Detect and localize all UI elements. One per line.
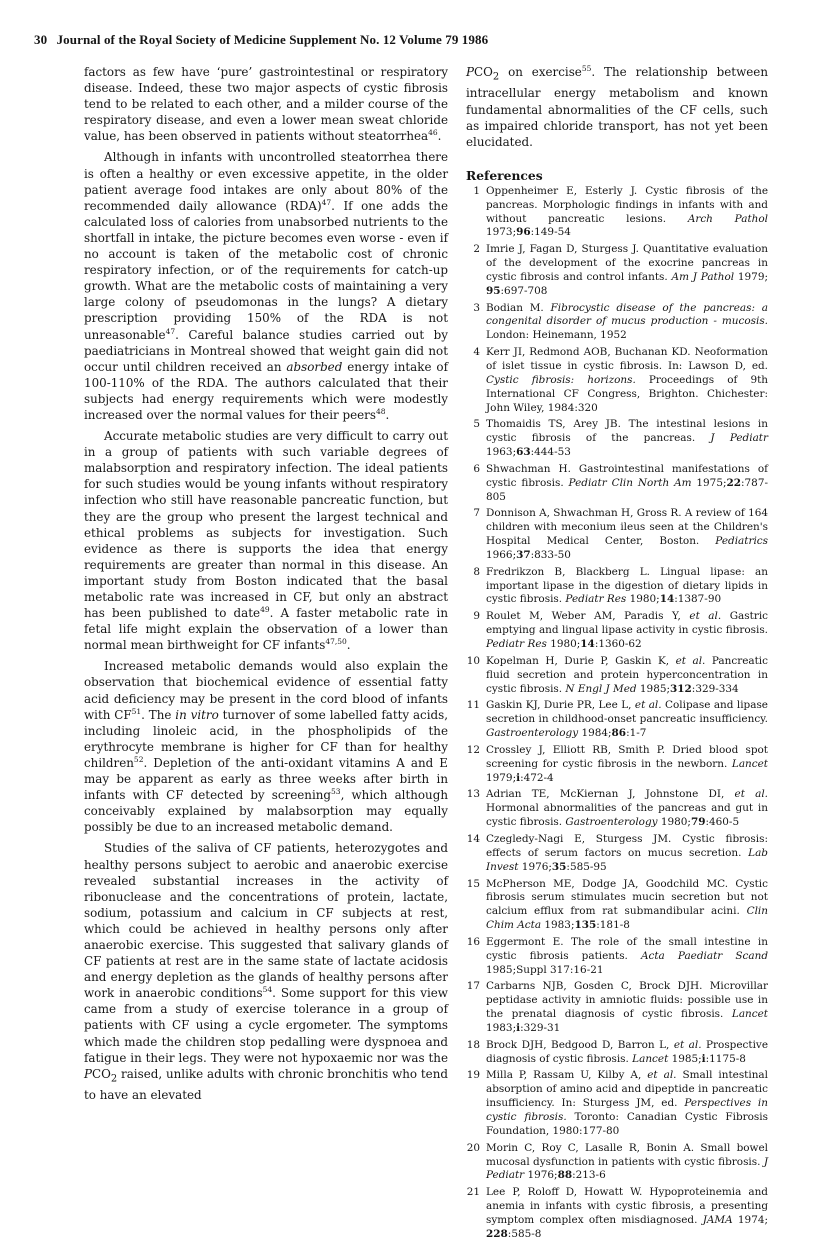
reference-text: McPherson ME, Dodge JA, Goodchild MC. Cystic fibrosis serum stimulates mucin secretion but not calcium efflux from rat submandibular acini. Clin Chim Acta 1983;135:181-8 <box>486 877 768 932</box>
reference-number: 19 <box>466 1069 480 1082</box>
reference-number: 15 <box>466 877 480 890</box>
reference-text: Bodian M. Fibrocystic disease of the pancreas: a congenital disorder of mucus production - mucosis. London: Heinemann, 1952 <box>486 301 768 342</box>
reference-text: Kerr JI, Redmond AOB, Buchanan KD. Neoformation of islet tissue in cystic fibrosis. In: Lawson D, ed. Cystic fibrosis: horizons. Proceedings of 9th International CF Congress, Brighton. Chichester: John Wiley, 1984:320 <box>486 346 769 414</box>
reference-number: 20 <box>466 1141 480 1154</box>
reference-text: Thomaidis TS, Arey JB. The intestinal lesions in cystic fibrosis of the pancreas. J Pediatr 1963;63:444-53 <box>486 418 768 459</box>
reference-text: Crossley J, Elliott RB, Smith P. Dried blood spot screening for cystic fibrosis in the newborn. Lancet 1979;i:472-4 <box>486 743 768 784</box>
reference-text: Imrie J, Fagan D, Sturgess J. Quantitative evaluation of the development of the exocrine pancreas in cystic fibrosis and control infants. Am J Pathol 1979; 95:697-708 <box>486 243 768 297</box>
reference-item <box>466 980 768 1035</box>
reference-text: Oppenheimer E, Esterly J. Cystic fibrosis of the pancreas. Morphologic findings in infants with and without pancreatic lesions. Arch Pathol 1973;96:149-54 <box>486 184 768 239</box>
reference-item <box>466 833 768 875</box>
reference-item <box>466 507 768 562</box>
reference-number: 14 <box>466 832 480 845</box>
reference-item <box>466 1069 768 1138</box>
reference-item <box>466 302 768 344</box>
reference-text: Milla P, Rassam U, Kilby A, et al. Small intestinal absorption of amino acid and dipeptide in pancreatic insufficiency. In: Sturgess JM, ed. Perspectives in cystic fibrosis. Toronto: Canadian Cystic Fibrosis Foundation, 1980:177-80 <box>486 1069 768 1137</box>
reference-number: 8 <box>473 565 480 578</box>
reference-text: Shwachman H. Gastrointestinal manifestations of cystic fibrosis. Pediatr Clin North Am 1975;22:787-805 <box>486 462 768 503</box>
reference-item <box>466 463 768 505</box>
reference-item <box>466 418 768 460</box>
reference-item <box>466 788 768 830</box>
reference-number: 18 <box>466 1038 480 1051</box>
reference-item <box>466 936 768 978</box>
reference-item <box>466 1142 768 1184</box>
reference-text: Donnison A, Shwachman H, Gross R. A review of 164 children with meconium ileus seen at the Children's Hospital Medical Center, Boston. Pediatrics 1966;37:833-50 <box>486 507 768 561</box>
reference-item <box>466 1186 768 1241</box>
reference-item <box>466 243 768 298</box>
reference-number: 4 <box>473 346 480 359</box>
reference-number: 10 <box>466 654 480 667</box>
reference-number: 17 <box>466 980 480 993</box>
reference-item <box>466 566 768 608</box>
reference-number: 2 <box>473 243 480 256</box>
reference-number: 7 <box>473 507 480 520</box>
reference-item <box>466 878 768 933</box>
reference-number: 5 <box>473 418 480 431</box>
reference-item <box>466 346 768 415</box>
reference-item <box>466 699 768 741</box>
left-column <box>84 64 448 1108</box>
paragraph: Accurate metabolic studies are very difficult to carry out in a group of patients with such variable degrees of malabsorption and respiratory infection. The ideal patients for such studies would be young infants without respiratory infection who still have reasonable pancreatic function, but they are the group who present the largest technical and ethical problems as subjects for investigation. Such evidence as there is supports the idea that energy requirements are greater than normal in this disease. An important study from Boston indicated that the basal metabolic rate was increased in CF, but only an abstract has been published to date$^{49}$. A faster metabolic rate in fetal life might explain the observation of a lower than normal mean birthweight for CF infants$^{47,50}$. <box>84 429 448 653</box>
reference-text: Lee P, Roloff D, Howatt W. Hypoproteinemia and anemia in infants with cystic fibrosis, a presenting symptom complex often misdiagnosed. JAMA 1974; 228:585-8 <box>486 1186 768 1240</box>
reference-text: Brock DJH, Bedgood D, Barron L, et al. Prospective diagnosis of cystic fibrosis. Lancet 1985;i:1175-8 <box>486 1038 768 1065</box>
reference-number: 1 <box>473 184 480 197</box>
page-number: 30 <box>34 32 48 47</box>
reference-text: Carbarns NJB, Gosden C, Brock DJH. Microvillar peptidase activity in amniotic fluids: possible use in the prenatal diagnosis of cystic fibrosis. Lancet 1983;i:329-31 <box>486 980 768 1034</box>
reference-item <box>466 655 768 697</box>
running-header <box>34 32 488 48</box>
reference-number: 11 <box>466 699 480 712</box>
paragraph: Studies of the saliva of CF patients, heterozygotes and healthy persons subject to aerobic and anaerobic exercise revealed substantial increases in the activity of ribonuclease and the concentrations of protein, lactate, sodium, potassium and calcium in CF subjects at rest, which could be achieved in healthy persons only after anaerobic exercise. This suggested that salivary glands of CF patients at rest are in the same state of lactate acidosis and energy depletion as the glands of healthy persons after work in anaerobic conditions$^{54}$. Some support for this view came from a study of exercise tolerance in a group of patients with CF using a cycle ergometer. The symptoms which made the children stop pedalling were dyspnoea and fatigue in their legs. They were not hypoxaemic nor was the $PCO_2$ raised, unlike adults with chronic bronchitis who tend to have an elevated <box>84 841 448 1103</box>
reference-text: Roulet M, Weber AM, Paradis Y, et al. Gastric emptying and lingual lipase activity in cystic fibrosis. Pediatr Res 1980;14:1360-62 <box>486 610 768 650</box>
reference-list <box>466 185 768 1242</box>
reference-text: Czegledy-Nagi E, Sturgess JM. Cystic fibrosis: effects of serum factors on mucus secretion. Lab Invest 1976;35:585-95 <box>486 832 768 873</box>
reference-number: 13 <box>466 788 480 801</box>
reference-text: Gaskin KJ, Durie PR, Lee L, et al. Colipase and lipase secretion in childhood-onset pancreatic insufficiency. Gastroenterology 1984;86:1-7 <box>486 699 768 740</box>
right-column <box>466 64 768 1245</box>
reference-number: 16 <box>466 935 480 948</box>
reference-text: Fredrikzon B, Blackberg L. Lingual lipase: an important lipase in the digestion of dietary lipids in cystic fibrosis. Pediatr Res 1980;14:1387-90 <box>486 565 768 606</box>
reference-text: Eggermont E. The role of the small intestine in cystic fibrosis patients. Acta Paediatr Scand 1985;Suppl 317:16-21 <box>486 935 769 976</box>
reference-item <box>466 744 768 786</box>
reference-item <box>466 1039 768 1067</box>
reference-text: Kopelman H, Durie P, Gaskin K, et al. Pancreatic fluid secretion and protein hyperconcentration in cystic fibrosis. N Engl J Med 1985;312:329-334 <box>486 654 768 695</box>
paragraph: $PCO_2$ on exercise$^{55}$. The relationship between intracellular energy metabolism and known fundamental abnormalities of the CF cells, such as impaired chloride transport, has not yet been elucidated. <box>466 64 768 149</box>
reference-number: 9 <box>473 610 480 623</box>
paragraph: factors as few have ‘pure’ gastrointestinal or respiratory disease. Indeed, these two major aspects of cystic fibrosis tend to be related to each other, and a milder course of the respiratory disease, and even a lower mean sweat chloride value, has been observed in patients without steatorrhea$^{46}$. <box>84 65 448 144</box>
paragraph: Increased metabolic demands would also explain the observation that biochemical evidence of essential fatty acid deficiency may be present in the cord blood of infants with CF$^{51}$. The in vitro turnover of some labelled fatty acids, including linoleic acid, in the phospholipids of the erythrocyte membrane is higher for CF than for healthy children$^{52}$. Depletion of the anti-oxidant vitamins A and E may be apparent as early as three weeks after birth in infants with CF detected by screening$^{53}$, which although conceivably explained by malabsorption may equally possibly be due to an increased metabolic demand. <box>84 659 449 835</box>
references-heading: References <box>466 167 543 183</box>
reference-item <box>466 610 768 652</box>
reference-number: 12 <box>466 743 480 756</box>
reference-text: Morin C, Roy C, Lasalle R, Bonin A. Small bowel mucosal dysfunction in patients with cystic fibrosis. J Pediatr 1976;88:213-6 <box>486 1141 768 1182</box>
reference-number: 3 <box>473 301 480 314</box>
journal-title: Journal of the Royal Society of Medicine Supplement No. 12 Volume 79 1986 <box>56 32 489 47</box>
reference-number: 21 <box>466 1186 480 1199</box>
paragraph: Although in infants with uncontrolled steatorrhea there is often a healthy or even excessive appetite, in the older patient average food intakes are only about 80% of the recommended daily allowance (RDA)$^{47}$. If one adds the calculated loss of calories from unabsorbed nutrients to the shortfall in intake, the picture becomes even worse - even if no account is taken of the metabolic cost of chronic respiratory infection, or of the requirements for catch-up growth. What are the metabolic costs of maintaining a very large colony of pseudomonas in the lungs? A dietary prescription providing 150% of the RDA is not unreasonable$^{47}$. Careful balance studies carried out by paediatricians in Montreal showed that weight gain did not occur until children received an absorbed energy intake of 100-110% of the RDA. The authors calculated that their subjects had energy requirements which were modestly increased over the normal values for their peers$^{48}$. <box>84 150 448 422</box>
reference-text: Adrian TE, McKiernan J, Johnstone DI, et al. Hormonal abnormalities of the pancreas and gut in cystic fibrosis. Gastroenterology 1980;79:460-5 <box>486 788 768 829</box>
reference-item <box>466 185 768 240</box>
reference-number: 6 <box>473 462 480 475</box>
